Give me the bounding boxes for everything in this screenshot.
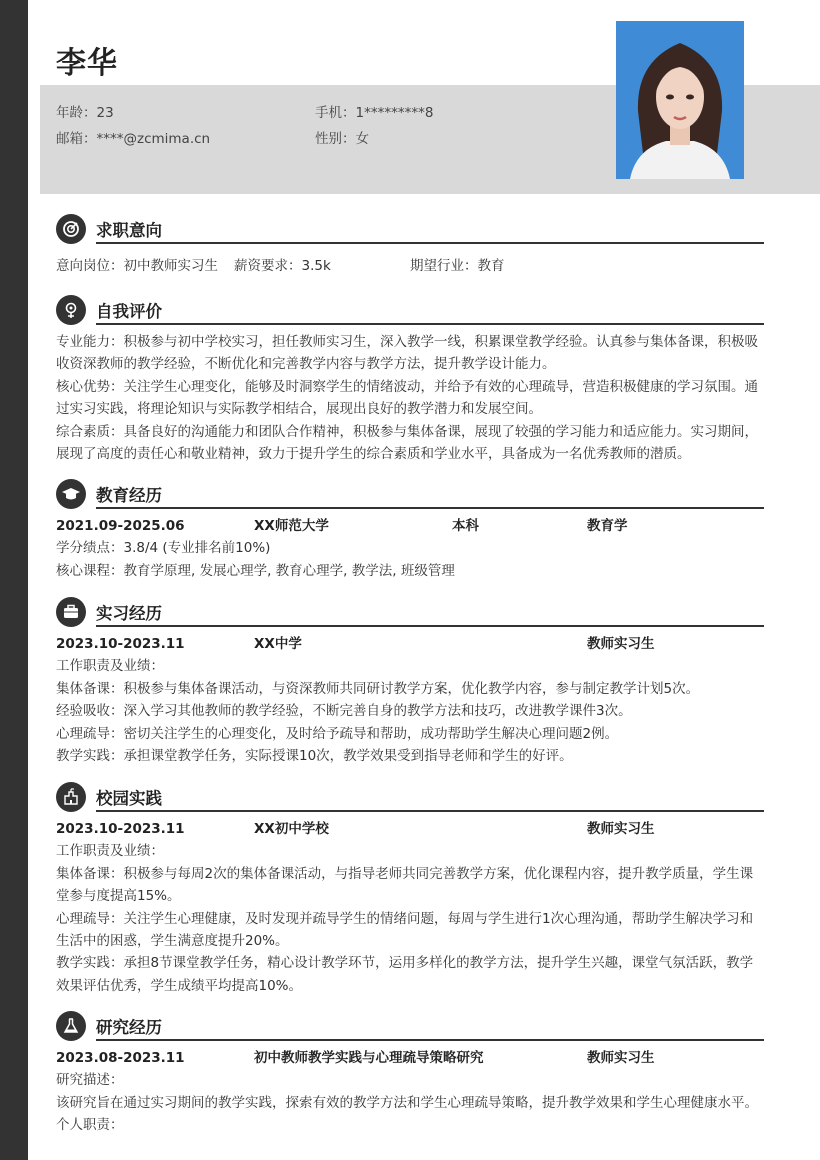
education-line: 学分绩点：3.8/4 (专业排名前10%) <box>56 540 271 557</box>
campus-date: 2023.10-2023.11 <box>56 821 185 837</box>
section-title: 求职意向 <box>96 221 162 240</box>
divider <box>96 810 764 812</box>
section-title: 自我评价 <box>96 302 162 321</box>
intent-salary: 薪资要求：3.5k <box>234 258 331 274</box>
research-line: 该研究旨在通过实习期间的教学实践，探索有效的教学方法和学生心理疏导策略，提升教学效果和学生心理健康水平。 <box>56 1094 758 1111</box>
section-job-intent <box>56 214 764 277</box>
intent-position: 意向岗位：初中教师实习生 <box>56 258 218 274</box>
research-line: 个人职责： <box>56 1117 124 1134</box>
education-school: XX师范大学 <box>254 518 329 534</box>
email: 邮箱：****@zcmima.cn <box>56 131 211 147</box>
campus-role: 教师实习生 <box>587 821 655 837</box>
sidebar-bar <box>0 0 28 1160</box>
education-line: 核心课程：教育学原理, 发展心理学, 教育心理学, 教学法, 班级管理 <box>56 562 455 579</box>
education-degree: 本科 <box>452 518 479 534</box>
internship-row <box>56 633 764 655</box>
target-icon <box>56 214 86 244</box>
self-eval-paragraph: 综合素质：具备良好的沟通能力和团队合作精神，积极参与集体备课，展现了较强的学习能力和适应能力。实习期间，展现了高度的责任心和敬业精神，致力于提升学生的综合素质和学业水平，具备成为一名优秀教师的潜质。 <box>56 423 758 463</box>
divider <box>96 1039 764 1041</box>
divider <box>96 507 764 509</box>
internship-line: 工作职责及业绩： <box>56 658 164 675</box>
section-campus-practice <box>56 782 764 997</box>
research-date: 2023.08-2023.11 <box>56 1050 185 1066</box>
campus-line: 集体备课：积极参与每周2次的集体备课活动，与指导老师共同完善教学方案，优化课程内容，提升教学质量，学生课堂参与度提高15%。 <box>56 865 754 905</box>
phone: 手机：1*********8 <box>315 105 434 121</box>
research-row <box>56 1047 764 1069</box>
internship-line: 经验吸收：深入学习其他教师的教学经验，不断完善自身的教学方法和技巧，改进教学课件3次。 <box>56 703 632 720</box>
profile-photo <box>616 21 744 179</box>
campus-org: XX初中学校 <box>254 821 329 837</box>
research-line: 研究描述： <box>56 1072 124 1089</box>
divider <box>96 323 764 325</box>
education-major: 教育学 <box>587 518 628 534</box>
campus-row <box>56 818 764 840</box>
internship-org: XX中学 <box>254 636 302 652</box>
divider <box>96 625 764 627</box>
flower-icon <box>56 295 86 325</box>
candidate-name: 李华 <box>56 46 118 81</box>
research-role: 教师实习生 <box>587 1050 655 1066</box>
section-title: 教育经历 <box>96 486 162 505</box>
section-title: 研究经历 <box>96 1018 162 1037</box>
section-self-evaluation <box>56 295 764 465</box>
education-date: 2021.09-2025.06 <box>56 518 185 534</box>
section-education <box>56 479 764 582</box>
internship-role: 教师实习生 <box>587 636 655 652</box>
campus-line: 教学实践：承担8节课堂教学任务，精心设计教学环节，运用多样化的教学方法，提升学生兴趣，课堂气氛活跃，教学效果评估优秀，学生成绩平均提高10%。 <box>56 955 754 994</box>
briefcase-icon <box>56 597 86 627</box>
section-internship <box>56 597 764 767</box>
self-eval-paragraph: 核心优势：关注学生心理变化，能够及时洞察学生的情绪波动，并给予有效的心理疏导，营造积极健康的学习氛围。通过实习实践，将理论知识与实际教学相结合，展现出良好的教学潜力和发展空间。 <box>56 378 758 418</box>
internship-line: 教学实践：承担课堂教学任务，实际授课10次，教学效果受到指导老师和学生的好评。 <box>56 748 573 765</box>
education-row <box>56 515 764 537</box>
gender: 性别：女 <box>315 131 369 147</box>
section-research <box>56 1011 764 1137</box>
intent-industry: 期望行业：教育 <box>410 258 505 274</box>
graduation-cap-icon <box>56 479 86 509</box>
age: 年龄：23 <box>56 105 114 121</box>
internship-line: 心理疏导：密切关注学生的心理变化，及时给予疏导和帮助，成功帮助学生解决心理问题2例。 <box>56 725 619 742</box>
school-building-icon <box>56 782 86 812</box>
self-eval-paragraph: 专业能力：积极参与初中学校实习，担任教师实习生，深入教学一线，积累课堂教学经验。认真参与集体备课，积极吸收资深教师的教学经验，不断优化和完善教学内容与教学方法，提升教学设计能力。 <box>56 334 758 373</box>
internship-line: 集体备课：积极参与集体备课活动，与资深教师共同研讨教学方案，优化教学内容，参与制定教学计划5次。 <box>56 680 700 697</box>
flask-icon <box>56 1011 86 1041</box>
section-title: 校园实践 <box>96 789 162 808</box>
campus-line: 心理疏导：关注学生心理健康，及时发现并疏导学生的情绪问题，每周与学生进行1次心理沟通，帮助学生解决学习和生活中的困惑，学生满意度提升20%。 <box>56 910 754 950</box>
campus-line: 工作职责及业绩： <box>56 843 164 860</box>
internship-date: 2023.10-2023.11 <box>56 636 185 652</box>
section-title: 实习经历 <box>96 604 162 623</box>
research-project: 初中教师教学实践与心理疏导策略研究 <box>254 1050 484 1066</box>
divider <box>96 242 764 244</box>
